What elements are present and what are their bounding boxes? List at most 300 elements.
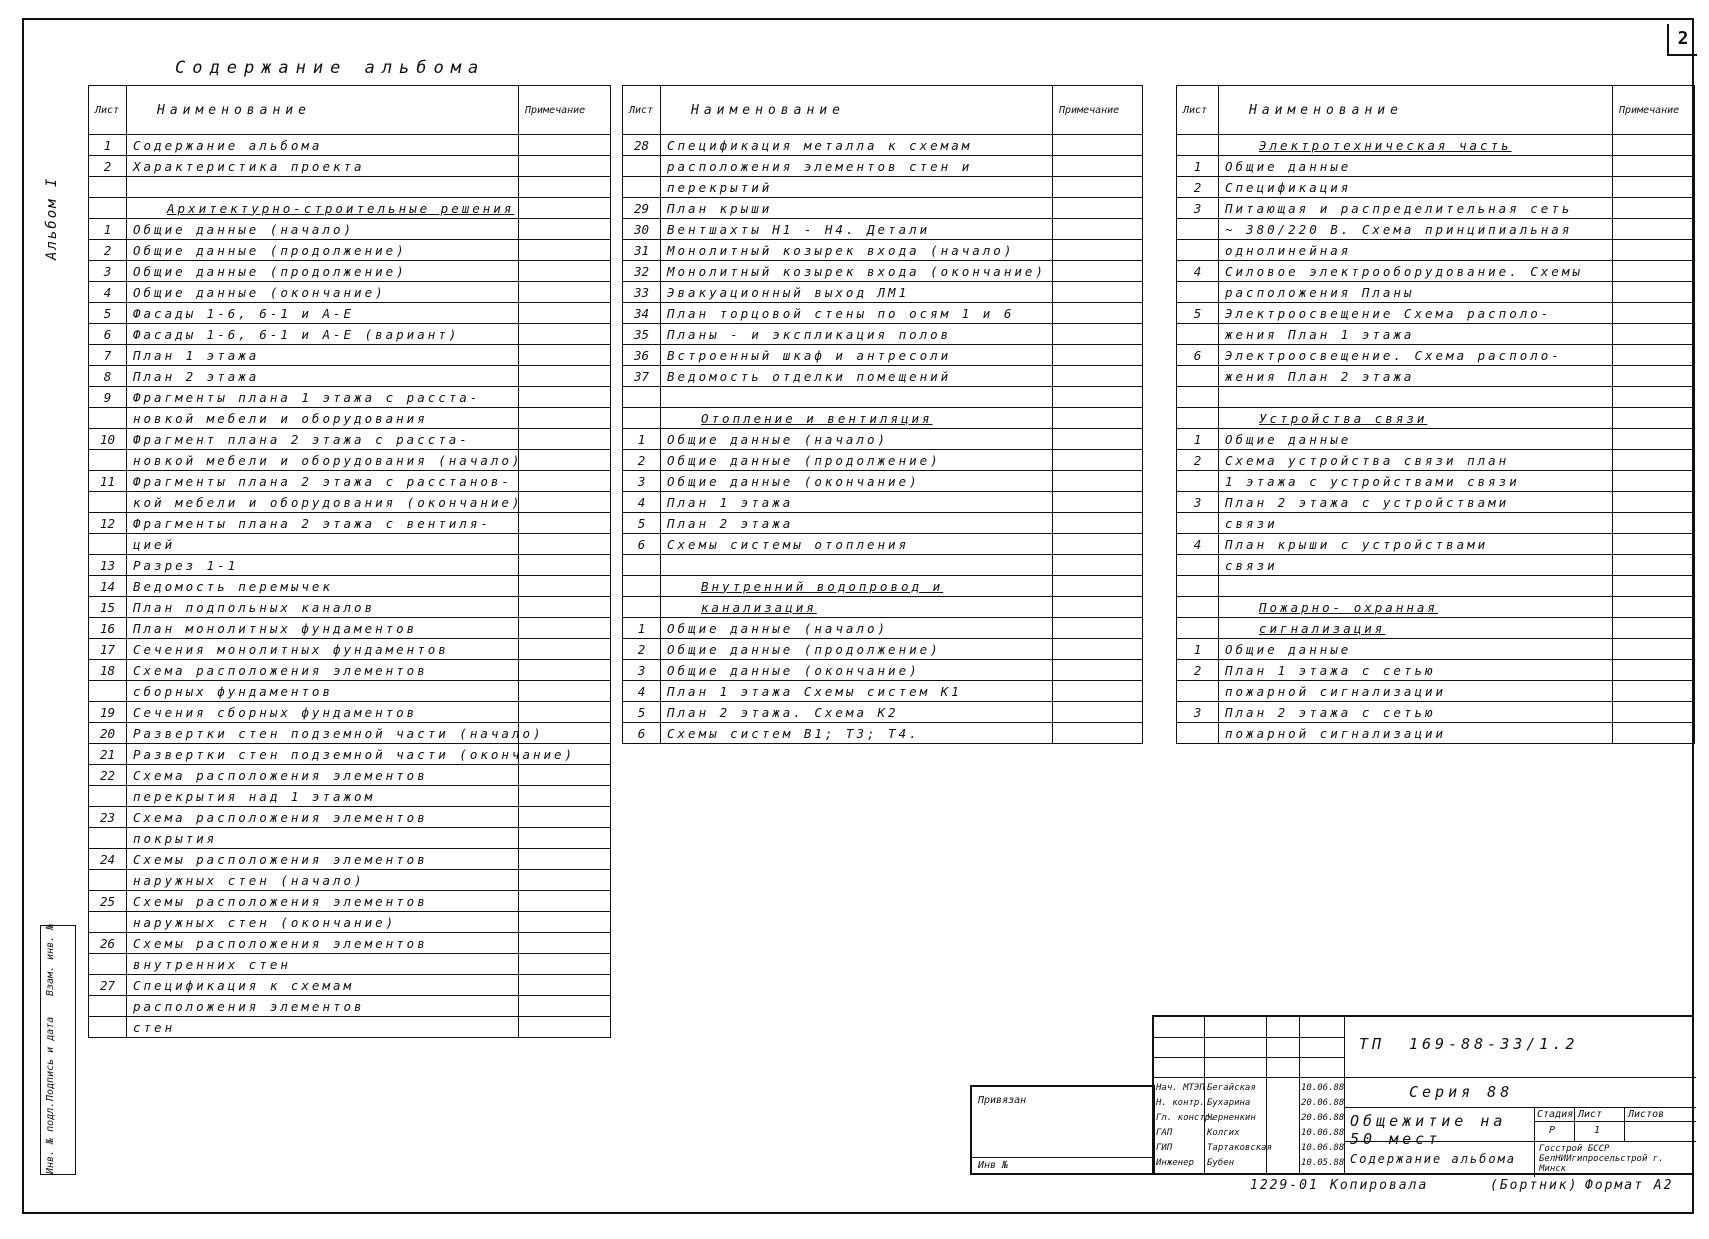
sheet-name: Электроосвещение. Схема располо- <box>1219 345 1613 366</box>
table-row <box>89 261 611 282</box>
table-row <box>89 156 611 177</box>
sheet-name: Схема расположения элементов <box>127 660 519 681</box>
sheet-number <box>623 576 661 597</box>
sheet-number: 30 <box>623 219 661 240</box>
sheet-name: Общие данные (начало) <box>661 429 1053 450</box>
inv-signature: Подпись и дата <box>45 1016 56 1101</box>
album-title: Содержание альбома <box>175 58 486 78</box>
sheet-name: Фрагменты плана 2 этажа с расстанов- <box>127 471 519 492</box>
table-row <box>89 954 611 975</box>
table-row <box>1177 366 1695 387</box>
sheet-note <box>1053 261 1143 282</box>
table-row <box>1177 681 1695 702</box>
table-row <box>89 408 611 429</box>
sheet-name: Планы - и экспликация полов <box>661 324 1053 345</box>
sheet-number: 26 <box>89 933 127 954</box>
table-row <box>89 870 611 891</box>
table-row <box>623 597 1143 618</box>
sheet-number <box>89 828 127 849</box>
stamp-role: Н. контр. <box>1156 1098 1205 1108</box>
sheet-name: План 1 этажа <box>661 492 1053 513</box>
sheet-number <box>1177 555 1219 576</box>
stamp-name: Черненкин <box>1207 1113 1256 1123</box>
sheet-note <box>1053 240 1143 261</box>
sheet-name <box>1219 576 1613 597</box>
sheet-note <box>1053 576 1143 597</box>
table-row <box>89 849 611 870</box>
sheet-number: 6 <box>89 324 127 345</box>
table-row <box>1177 261 1695 282</box>
sheet-note <box>519 345 611 366</box>
stamp-series: Серия 88 <box>1409 1083 1514 1101</box>
stamp-name: Тартаковская <box>1207 1143 1273 1153</box>
sheet-name: Общие данные (продолжение) <box>127 240 519 261</box>
sheet-number: 4 <box>623 492 661 513</box>
sheet-number: 1 <box>623 429 661 450</box>
sheet-name: однолинейная <box>1219 240 1613 261</box>
table-row <box>1177 387 1695 408</box>
sheet-number <box>1177 618 1219 639</box>
table-row <box>1177 156 1695 177</box>
sheet-number: 3 <box>623 471 661 492</box>
sheet-name: Монолитный козырек входа (начало) <box>661 240 1053 261</box>
sheet-number: 1 <box>89 135 127 156</box>
sheet-number <box>89 534 127 555</box>
table-row <box>623 618 1143 639</box>
sheet-name: Монолитный козырек входа (окончание) <box>661 261 1053 282</box>
sheet-number: 35 <box>623 324 661 345</box>
sheet-name: перекрытий <box>661 177 1053 198</box>
table-row <box>623 723 1143 744</box>
table-row <box>623 219 1143 240</box>
sheet-note <box>1053 408 1143 429</box>
sheet-number: 20 <box>89 723 127 744</box>
sheet-note <box>1613 702 1695 723</box>
sheet-number <box>623 387 661 408</box>
sheet-note <box>1613 366 1695 387</box>
sheet-name: расположения элементов <box>127 996 519 1017</box>
table-row <box>89 618 611 639</box>
sheet-number <box>89 492 127 513</box>
table-row <box>89 744 611 765</box>
table-row <box>623 660 1143 681</box>
stamp-date: 10.06.88 <box>1301 1143 1345 1153</box>
sheet-note <box>519 219 611 240</box>
sheet-name: План 2 этажа <box>127 366 519 387</box>
sheet-number: 15 <box>89 597 127 618</box>
sheet-number: 29 <box>623 198 661 219</box>
sheet-name <box>661 387 1053 408</box>
sheet-note <box>519 387 611 408</box>
sheet-note <box>1053 387 1143 408</box>
sheet-name: Силовое электрооборудование. Схемы <box>1219 261 1613 282</box>
table-row <box>89 555 611 576</box>
sheet-note <box>519 765 611 786</box>
table-row <box>89 765 611 786</box>
sheet-number <box>1177 387 1219 408</box>
sheet-number <box>1177 366 1219 387</box>
sheet-name <box>661 555 1053 576</box>
table-row <box>623 324 1143 345</box>
sheet-note <box>1053 156 1143 177</box>
sheet-number: 4 <box>1177 534 1219 555</box>
contents-table-2 <box>622 85 1143 744</box>
sheet-note <box>519 450 611 471</box>
table-row <box>89 324 611 345</box>
table-row <box>623 408 1143 429</box>
sheet-name: покрытия <box>127 828 519 849</box>
sheet-note <box>1613 261 1695 282</box>
sheet-name: внутренних стен <box>127 954 519 975</box>
sheet-name: План 2 этажа с сетью <box>1219 702 1613 723</box>
sheet-name: Схемы расположения элементов <box>127 933 519 954</box>
sheet-note <box>519 912 611 933</box>
sheet-name: План крыши с устройствами <box>1219 534 1613 555</box>
table-row <box>623 429 1143 450</box>
sheet-note <box>519 324 611 345</box>
sheet-note <box>519 660 611 681</box>
sheet-note <box>519 639 611 660</box>
sheet-number: 4 <box>623 681 661 702</box>
sheet-note <box>519 282 611 303</box>
sheet-number <box>1177 240 1219 261</box>
sheet-name: План крыши <box>661 198 1053 219</box>
table-row <box>623 576 1143 597</box>
sheet-name: Общие данные <box>1219 429 1613 450</box>
sheet-value: 1 <box>1594 1125 1601 1136</box>
sheet-number: 4 <box>89 282 127 303</box>
sheet-number: 2 <box>1177 660 1219 681</box>
table-row <box>1177 177 1695 198</box>
sheet-name: Сечения монолитных фундаментов <box>127 639 519 660</box>
sheet-name: Внутренний водопровод и <box>661 576 1053 597</box>
sheet-note <box>1613 219 1695 240</box>
sheet-note <box>519 555 611 576</box>
sheet-number: 9 <box>89 387 127 408</box>
sheet-name: План 2 этажа <box>661 513 1053 534</box>
sheet-note <box>1053 324 1143 345</box>
sheet-note <box>519 576 611 597</box>
table-row <box>89 450 611 471</box>
sheet-note <box>1613 492 1695 513</box>
table-row <box>89 576 611 597</box>
sheet-number: 4 <box>1177 261 1219 282</box>
table-row <box>623 366 1143 387</box>
sheet-note <box>1613 303 1695 324</box>
sheet-name: Схемы системы отопления <box>661 534 1053 555</box>
sheet-number: 5 <box>1177 303 1219 324</box>
sheet-number <box>89 1017 127 1038</box>
sheet-note <box>519 597 611 618</box>
stamp-role: Нач. МТЭП <box>1156 1083 1205 1093</box>
inv-original: Инв. № подл. <box>45 1101 56 1174</box>
stamp-object: Общежитие на 50 мест <box>1350 1112 1507 1148</box>
sheet-name: наружных стен (окончание) <box>127 912 519 933</box>
table-row <box>89 807 611 828</box>
sheet-name: сборных фундаментов <box>127 681 519 702</box>
sheet-note <box>1613 639 1695 660</box>
table-row <box>89 828 611 849</box>
table-row <box>623 513 1143 534</box>
table-row <box>89 1017 611 1038</box>
header-name: Наименование <box>127 86 519 135</box>
sheet-name: Устройства связи <box>1219 408 1613 429</box>
table-row <box>89 387 611 408</box>
sheet-note <box>519 975 611 996</box>
sheet-number <box>1177 219 1219 240</box>
sheet-number: 22 <box>89 765 127 786</box>
table-row <box>1177 555 1695 576</box>
sheet-number: 16 <box>89 618 127 639</box>
sheet-name: Содержание альбома <box>127 135 519 156</box>
sheet-note <box>519 135 611 156</box>
sheet-number: 1 <box>1177 429 1219 450</box>
stamp-date: 10.06.88 <box>1301 1128 1345 1138</box>
sheet-name: План подпольных каналов <box>127 597 519 618</box>
footer-format: Формат А2 <box>1585 1178 1674 1193</box>
sheet-name: Фасады 1-6, 6-1 и А-Е <box>127 303 519 324</box>
sheet-note <box>1613 450 1695 471</box>
table-row <box>1177 492 1695 513</box>
table-row <box>89 513 611 534</box>
sheet-note <box>519 408 611 429</box>
header-note: Примечание <box>1613 86 1695 135</box>
footer-copier: (Бортник) <box>1490 1178 1579 1193</box>
table-row <box>89 912 611 933</box>
table-row <box>623 387 1143 408</box>
sheet-note <box>1613 513 1695 534</box>
table-row <box>89 597 611 618</box>
sheet-name: Архитектурно-строительные решения <box>127 198 519 219</box>
sheet-note <box>519 261 611 282</box>
sheet-note <box>1613 681 1695 702</box>
sheet-name: Общие данные (окончание) <box>661 660 1053 681</box>
stamp-name: Бубен <box>1207 1158 1235 1168</box>
sheet-note <box>1613 576 1695 597</box>
sheet-name <box>1219 387 1613 408</box>
sheet-name: 1 этажа с устройствами связи <box>1219 471 1613 492</box>
table-row <box>89 282 611 303</box>
sheet-note <box>519 177 611 198</box>
sheet-number: 19 <box>89 702 127 723</box>
table-row <box>89 219 611 240</box>
sheet-name: Спецификация к схемам <box>127 975 519 996</box>
stamp-date: 10.05.88 <box>1301 1158 1345 1168</box>
inv-label: Инв № <box>978 1160 1009 1171</box>
sheet-name: План торцовой стены по осям 1 и 6 <box>661 303 1053 324</box>
sheet-note <box>519 492 611 513</box>
header-note: Примечание <box>1053 86 1143 135</box>
sheet-note <box>1053 492 1143 513</box>
sheet-note <box>1053 660 1143 681</box>
sheet-number: 11 <box>89 471 127 492</box>
sheet-number <box>623 408 661 429</box>
sheet-name: пожарной сигнализации <box>1219 723 1613 744</box>
sheet-name: Развертки стен подземной части (начало) <box>127 723 519 744</box>
sheet-name: Схемы расположения элементов <box>127 891 519 912</box>
table-row <box>623 681 1143 702</box>
table-row <box>1177 303 1695 324</box>
sheet-note <box>519 786 611 807</box>
table-row <box>623 177 1143 198</box>
sheet-note <box>519 681 611 702</box>
sheet-note <box>1053 513 1143 534</box>
sheet-name: Питающая и распределительная сеть <box>1219 198 1613 219</box>
sheet-note <box>1613 429 1695 450</box>
sheet-number: 21 <box>89 744 127 765</box>
sheet-note <box>1613 555 1695 576</box>
stamp-org: Госстрой БССР БелНИИгипросельстрой г. Минск <box>1539 1144 1664 1174</box>
table-row <box>89 639 611 660</box>
sheet-note <box>1053 366 1143 387</box>
sheet-number: 6 <box>623 723 661 744</box>
sheet-note <box>1053 303 1143 324</box>
sheet-number <box>89 681 127 702</box>
sheet-name: Общие данные (начало) <box>661 618 1053 639</box>
sheet-name: Эвакуационный выход ЛМ1 <box>661 282 1053 303</box>
sheet-note <box>519 303 611 324</box>
sheet-number <box>1177 681 1219 702</box>
header-sheet: Лист <box>1177 86 1219 135</box>
stamp-date: 20.06.88 <box>1301 1113 1345 1123</box>
table-row <box>623 156 1143 177</box>
sheet-number: 27 <box>89 975 127 996</box>
sheet-number: 3 <box>1177 702 1219 723</box>
sheet-name: Спецификация металла к схемам <box>661 135 1053 156</box>
sheet-name: новкой мебели и оборудования (начало) <box>127 450 519 471</box>
table-row <box>1177 345 1695 366</box>
sheet-number: 25 <box>89 891 127 912</box>
header-sheet: Лист <box>623 86 661 135</box>
sheet-note <box>519 429 611 450</box>
stamp-role: Гл. констр. <box>1156 1113 1216 1123</box>
sheet-name: Общие данные (окончание) <box>661 471 1053 492</box>
table-row <box>1177 324 1695 345</box>
sheet-name: Спецификация <box>1219 177 1613 198</box>
sheet-note <box>1613 135 1695 156</box>
page-number: 2 <box>1667 24 1697 56</box>
table-row <box>89 240 611 261</box>
sheet-name: расположения Планы <box>1219 282 1613 303</box>
sheet-note <box>1613 723 1695 744</box>
sheet-note <box>519 366 611 387</box>
sheet-name: План 1 этажа <box>127 345 519 366</box>
table-row <box>623 450 1143 471</box>
table-row <box>1177 597 1695 618</box>
table-row <box>89 177 611 198</box>
sheet-note <box>519 954 611 975</box>
sheet-note <box>519 156 611 177</box>
sheet-number: 13 <box>89 555 127 576</box>
table-row <box>89 891 611 912</box>
sheet-number: 32 <box>623 261 661 282</box>
sheet-note <box>519 807 611 828</box>
sheet-name: пожарной сигнализации <box>1219 681 1613 702</box>
sheet-name: сигнализация <box>1219 618 1613 639</box>
sheet-number <box>89 786 127 807</box>
sheet-note <box>1053 597 1143 618</box>
sheet-note <box>1613 408 1695 429</box>
sheet-number: 5 <box>89 303 127 324</box>
footer-copied: Копировала <box>1330 1178 1429 1193</box>
sheet-name: Общие данные (продолжение) <box>127 261 519 282</box>
sheet-name: Схема расположения элементов <box>127 765 519 786</box>
sheet-name: Вентшахты Н1 - Н4. Детали <box>661 219 1053 240</box>
table-row <box>89 429 611 450</box>
sheet-number: 23 <box>89 807 127 828</box>
table-row <box>1177 576 1695 597</box>
inv-replaced: Взам. инв. № <box>45 923 56 996</box>
stage-value: Р <box>1549 1125 1556 1136</box>
stamp-role: ГАП <box>1156 1128 1173 1138</box>
sheet-note <box>1053 345 1143 366</box>
sheet-number <box>89 177 127 198</box>
sheet-name: перекрытия над 1 этажом <box>127 786 519 807</box>
sheet-note <box>1053 534 1143 555</box>
sheet-name: Ведомость перемычек <box>127 576 519 597</box>
sheet-number: 36 <box>623 345 661 366</box>
sheet-number <box>623 177 661 198</box>
sheet-note <box>1613 198 1695 219</box>
sheet-note <box>1613 324 1695 345</box>
sheet-note <box>1613 156 1695 177</box>
table-row <box>1177 282 1695 303</box>
table-row <box>1177 618 1695 639</box>
sheet-note <box>519 534 611 555</box>
sheet-name: новкой мебели и оборудования <box>127 408 519 429</box>
sheet-number <box>89 870 127 891</box>
sheet-number <box>1177 408 1219 429</box>
table-row <box>623 282 1143 303</box>
sheet-number: 3 <box>89 261 127 282</box>
sheet-name: Общие данные (продолжение) <box>661 639 1053 660</box>
table-row <box>89 681 611 702</box>
sheet-number: 1 <box>1177 639 1219 660</box>
sheet-number: 2 <box>623 450 661 471</box>
sheet-number: 1 <box>89 219 127 240</box>
table-row <box>89 471 611 492</box>
side-label: Альбом I <box>44 176 60 260</box>
table-row <box>89 366 611 387</box>
stamp-code: 169-88-33/1.2 <box>1409 1035 1579 1053</box>
table-row <box>89 492 611 513</box>
table-row <box>1177 450 1695 471</box>
sheet-number: 12 <box>89 513 127 534</box>
sheet-name: Фрагменты плана 1 этажа с расста- <box>127 387 519 408</box>
sheet-note <box>1613 471 1695 492</box>
stamp-name: Бухарина <box>1207 1098 1251 1108</box>
sheet-name: Сечения сборных фундаментов <box>127 702 519 723</box>
sheet-number <box>1177 135 1219 156</box>
attached-label: Привязан <box>978 1095 1027 1106</box>
sheet-name: Фасады 1-6, 6-1 и А-Е (вариант) <box>127 324 519 345</box>
sheet-name: наружных стен (начало) <box>127 870 519 891</box>
table-row <box>1177 408 1695 429</box>
sheet-note <box>1613 282 1695 303</box>
sheet-number: 33 <box>623 282 661 303</box>
sheet-number: 10 <box>89 429 127 450</box>
sheet-number: 1 <box>1177 156 1219 177</box>
table-row <box>623 702 1143 723</box>
sheet-number: 2 <box>623 639 661 660</box>
table-row <box>623 198 1143 219</box>
sheet-name: стен <box>127 1017 519 1038</box>
sheet-note <box>1613 387 1695 408</box>
stamp-role: Инженер <box>1156 1158 1194 1168</box>
sheet-name: Общие данные <box>1219 639 1613 660</box>
sheet-number <box>623 597 661 618</box>
stamp-sheet-title: Содержание альбома <box>1350 1152 1517 1166</box>
